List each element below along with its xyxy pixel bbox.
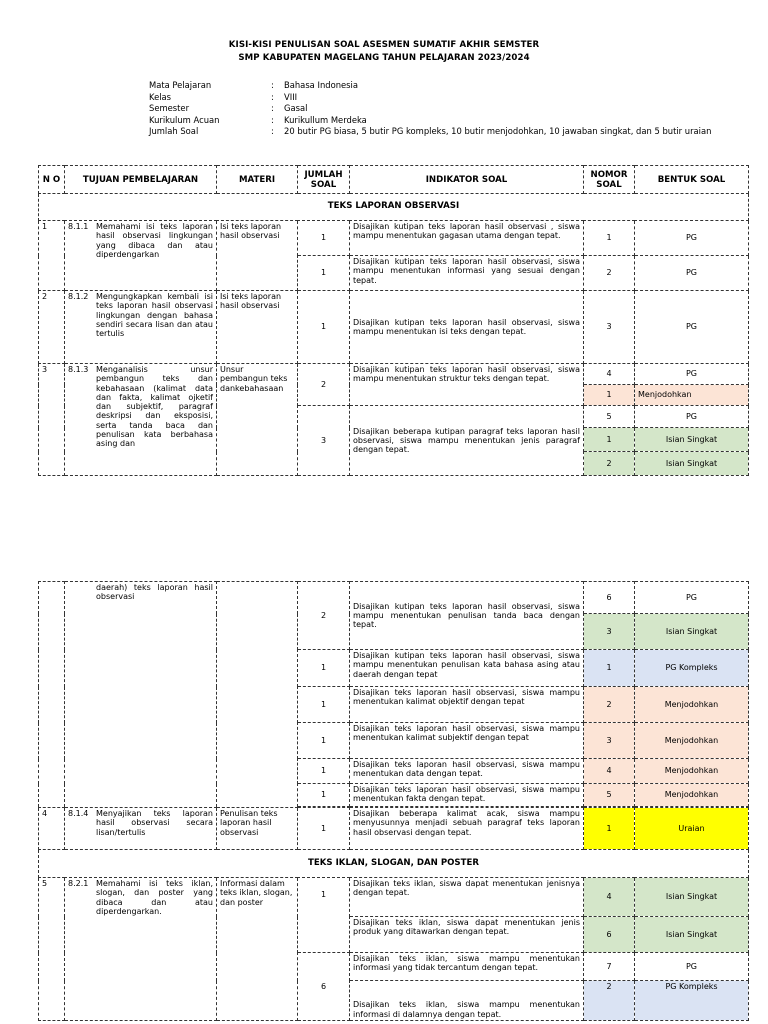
tujuan-number: 8.1.2 — [68, 292, 89, 301]
tujuan-text: Menyajikan teks laporan hasil observasi secara lisan/tertulis — [96, 809, 213, 837]
kisi-kisi-table-page1 — [38, 165, 749, 476]
indikator-cell: Disajikan teks iklan, siswa dapat menentukan jenis produk yang ditawarkan dengan tepat. — [350, 917, 584, 953]
col-header-no: N O — [39, 166, 65, 194]
row-no — [39, 582, 65, 808]
meta-row — [149, 80, 739, 92]
meta-row — [149, 103, 739, 115]
tujuan-cell — [65, 364, 217, 476]
row-no: 2 — [39, 291, 65, 364]
bentuk-cell: PG Kompleks — [635, 981, 749, 1021]
indikator-cell: Disajikan kutipan teks laporan hasil observasi, siswa mampu menentukan penulisan kata bahasa asing atau daerah dengan tepat — [350, 650, 584, 687]
tujuan-number: 8.1.4 — [68, 809, 89, 818]
nomor-cell: 1 — [584, 808, 635, 850]
meta-sep: : — [271, 126, 274, 136]
indikator-cell: Disajikan teks laporan hasil observasi, siswa mampu menentukan kalimat objektif dengan tepat — [350, 687, 584, 723]
tujuan-text: Memahami isi teks iklan, slogan, dan poster yang dibaca dan atau diperdengarkan. — [96, 879, 213, 916]
kisi-kisi-table-page2 — [38, 581, 749, 1021]
meta-value: 20 butir PG biasa, 5 butir PG kompleks, 10 butir menjodohkan, 10 jawaban singkat, dan 5 butir uraian — [284, 126, 712, 136]
jumlah-cell: 1 — [298, 256, 350, 291]
nomor-cell: 4 — [584, 759, 635, 784]
materi-cell: Isi teks laporan hasil observasi — [217, 221, 298, 291]
bentuk-cell: Menjodohkan — [635, 723, 749, 759]
meta-row — [149, 126, 739, 138]
table-header-row — [39, 166, 749, 194]
nomor-cell: 4 — [584, 878, 635, 917]
bentuk-cell: PG — [635, 406, 749, 428]
materi-cell: Unsur pembangun teks dankebahasaan — [217, 364, 298, 476]
jumlah-cell: 1 — [298, 221, 350, 256]
indikator-cell: Disajikan teks iklan, siswa dapat menentukan jenisnya dengan tepat. — [350, 878, 584, 917]
row-no: 4 — [39, 808, 65, 850]
jumlah-cell: 1 — [298, 808, 350, 850]
jumlah-cell: 1 — [298, 784, 350, 807]
meta-value: Gasal — [284, 103, 308, 113]
table-row — [39, 808, 749, 850]
bentuk-cell: Isian Singkat — [635, 452, 749, 476]
nomor-cell: 2 — [584, 256, 635, 291]
bentuk-cell: Menjodohkan — [635, 784, 749, 807]
tujuan-text: daerah) teks laporan hasil observasi — [96, 583, 213, 602]
tujuan-cell — [65, 808, 217, 850]
indikator-cell: Disajikan teks laporan hasil observasi, siswa mampu menentukan data dengan tepat. — [350, 759, 584, 784]
jumlah-cell: 1 — [298, 723, 350, 759]
jumlah-cell: 1 — [298, 759, 350, 784]
nomor-cell: 3 — [584, 614, 635, 650]
jumlah-cell: 1 — [298, 650, 350, 687]
meta-row — [149, 92, 739, 104]
jumlah-cell: 1 — [298, 291, 350, 364]
meta-sep: : — [271, 91, 274, 102]
materi-cell — [217, 582, 298, 808]
indikator-cell: Disajikan kutipan teks laporan hasil observasi, siswa mampu menentukan isi teks dengan tepat. — [350, 291, 584, 364]
meta-value: Kurikullum Merdeka — [284, 114, 367, 125]
tujuan-text: Memahami isi teks laporan hasil observasi lingkungan yang dibaca dan atau diperdengarkan — [96, 222, 213, 259]
table-row — [39, 364, 749, 385]
nomor-cell: 1 — [584, 428, 635, 452]
indikator-cell: Disajikan teks laporan hasil observasi, siswa mampu menentukan kalimat subjektif dengan tepat — [350, 723, 584, 759]
col-header-bentuk: BENTUK SOAL — [635, 166, 749, 194]
bentuk-cell: PG — [635, 221, 749, 256]
meta-sep: : — [271, 103, 274, 113]
bentuk-cell: PG — [635, 953, 749, 981]
document-title-line1: KISI-KISI PENULISAN SOAL ASESMEN SUMATIF AKHIR SEMSTER — [228, 40, 540, 50]
nomor-cell: 2 — [584, 687, 635, 723]
indikator-cell: Disajikan teks laporan hasil observasi, siswa mampu menentukan fakta dengan tepat. — [350, 784, 584, 807]
meta-key: Jumlah Soal — [149, 126, 199, 136]
section-row — [39, 194, 749, 221]
col-header-jumlah: JUMLAH SOAL — [298, 166, 350, 194]
nomor-cell: 4 — [584, 364, 635, 385]
jumlah-cell: 2 — [298, 364, 350, 406]
meta-value: Bahasa Indonesia — [284, 80, 358, 90]
tujuan-number: 8.2.1 — [68, 879, 89, 888]
nomor-cell: 6 — [584, 582, 635, 614]
bentuk-cell: Menjodohkan — [635, 759, 749, 784]
meta-key: Kurikulum Acuan — [149, 114, 220, 125]
bentuk-cell: PG — [635, 582, 749, 614]
col-header-tujuan: TUJUAN PEMBELAJARAN — [65, 166, 217, 194]
materi-cell: Isi teks laporan hasil observasi — [217, 291, 298, 364]
bentuk-cell: PG — [635, 291, 749, 364]
indikator-cell: Disajikan kutipan teks laporan hasil observasi, siswa mampu menentukan informasi yang sesuai dengan tepat. — [350, 256, 584, 291]
nomor-cell: 3 — [584, 291, 635, 364]
nomor-cell: 1 — [584, 650, 635, 687]
document-title-line2: SMP KABUPATEN MAGELANG TAHUN PELAJARAN 2023/2024 — [238, 53, 530, 63]
tujuan-cell — [65, 878, 217, 1021]
indikator-cell: Disajikan beberapa kutipan paragraf teks laporan hasil observasi, siswa mampu menentukan jenis paragraf dengan tepat. — [350, 406, 584, 476]
jumlah-cell: 1 — [298, 687, 350, 723]
nomor-cell: 5 — [584, 784, 635, 807]
row-no: 3 — [39, 364, 65, 476]
meta-value: VIII — [284, 91, 298, 102]
table-row — [39, 582, 749, 614]
indikator-cell: Disajikan teks iklan, siswa mampu menentukan informasi di dalamnya dengan tepat. — [350, 981, 584, 1021]
bentuk-cell: PG — [635, 364, 749, 385]
tujuan-cell — [65, 291, 217, 364]
col-header-nomor: NOMOR SOAL — [584, 166, 635, 194]
jumlah-cell: 6 — [298, 953, 350, 1021]
section-title: TEKS IKLAN, SLOGAN, DAN POSTER — [39, 850, 749, 878]
nomor-cell: 1 — [584, 385, 635, 406]
jumlah-cell: 3 — [298, 406, 350, 476]
indikator-cell: Disajikan kutipan teks laporan hasil observasi , siswa mampu menentukan gagasan utama dengan tepat. — [350, 221, 584, 256]
materi-cell: Penulisan teks laporan hasil observasi — [217, 808, 298, 850]
jumlah-cell: 2 — [298, 582, 350, 650]
nomor-cell: 7 — [584, 953, 635, 981]
section-title: TEKS LAPORAN OBSERVASI — [39, 194, 749, 221]
col-header-materi: MATERI — [217, 166, 298, 194]
tujuan-number: 8.1.1 — [68, 222, 89, 231]
bentuk-cell: Isian Singkat — [635, 917, 749, 953]
nomor-cell: 2 — [584, 981, 635, 1021]
col-header-indikator: INDIKATOR SOAL — [350, 166, 584, 194]
bentuk-cell: Isian Singkat — [635, 614, 749, 650]
bentuk-cell: Menjodohkan — [635, 385, 749, 406]
nomor-cell: 6 — [584, 917, 635, 953]
tujuan-cell — [65, 221, 217, 291]
indikator-cell: Disajikan kutipan teks laporan hasil observasi, siswa mampu menentukan struktur teks dengan tepat. — [350, 364, 584, 406]
indikator-cell: Disajikan beberapa kalimat acak, siswa mampu menyusunnya menjadi sebuah paragraf teks laporan hasil observasi dengan tepat. — [350, 808, 584, 850]
meta-block — [149, 80, 739, 138]
nomor-cell: 2 — [584, 452, 635, 476]
nomor-cell: 3 — [584, 723, 635, 759]
nomor-cell: 1 — [584, 221, 635, 256]
table-row — [39, 291, 749, 364]
meta-key: Semester — [149, 103, 190, 113]
bentuk-cell: Isian Singkat — [635, 878, 749, 917]
nomor-cell: 5 — [584, 406, 635, 428]
row-no: 5 — [39, 878, 65, 1021]
tujuan-text: Mengungkapkan kembali isi teks laporan hasil observasi lingkungan dengan bahasa sendiri secara lisan dan atau tertulis — [96, 292, 213, 339]
bentuk-cell: PG Kompleks — [635, 650, 749, 687]
meta-key: Kelas — [149, 91, 172, 102]
section-row — [39, 850, 749, 878]
indikator-cell: Disajikan kutipan teks laporan hasil observasi, siswa mampu menentukan penulisan tanda baca dengan tepat. — [350, 582, 584, 650]
bentuk-cell: Uraian — [635, 808, 749, 850]
materi-cell: Informasi dalam teks iklan, slogan, dan poster — [217, 878, 298, 1021]
tujuan-cell — [65, 582, 217, 808]
table-row — [39, 878, 749, 917]
tujuan-number: 8.1.3 — [68, 365, 89, 374]
meta-row — [149, 115, 739, 127]
bentuk-cell: PG — [635, 256, 749, 291]
bentuk-cell: Menjodohkan — [635, 687, 749, 723]
meta-sep: : — [271, 114, 274, 125]
bentuk-cell: Isian Singkat — [635, 428, 749, 452]
indikator-cell: Disajikan teks iklan, siswa mampu menentukan informasi yang tidak tercantum dengan tepat. — [350, 953, 584, 981]
meta-key: Mata Pelajaran — [149, 80, 212, 90]
row-no: 1 — [39, 221, 65, 291]
meta-sep: : — [271, 80, 274, 90]
table-row — [39, 221, 749, 256]
tujuan-text: Menganalisis unsur pembangun teks dan kebahasaan (kalimat data dan fakta, kalimat ojketif dan subjektif, paragraf deskripsi dan eksposisi, serta tanda baca dan penulisan kata berbahasa asing dan — [96, 365, 213, 449]
jumlah-cell: 1 — [298, 878, 350, 953]
